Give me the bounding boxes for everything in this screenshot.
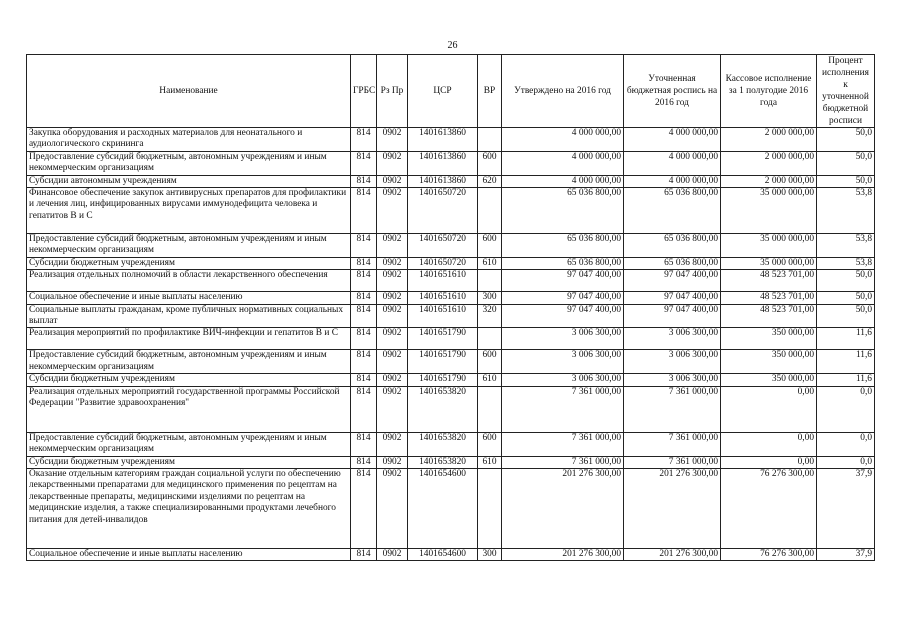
cell-csr: 1401613860 (408, 175, 478, 187)
cell-grbs: 814 (351, 175, 377, 187)
cell-approved: 65 036 800,00 (502, 234, 624, 258)
cell-grbs: 814 (351, 292, 377, 304)
page-number: 26 (447, 40, 458, 51)
cell-rz-pr: 0902 (377, 374, 408, 386)
cell-grbs: 814 (351, 350, 377, 374)
cell-rz-pr: 0902 (377, 328, 408, 350)
cell-rz-pr: 0902 (377, 350, 408, 374)
cell-csr: 1401651790 (408, 350, 478, 374)
cell-csr: 1401654600 (408, 468, 478, 548)
cell-cash: 76 276 300,00 (721, 468, 817, 548)
cell-vr: 610 (478, 374, 502, 386)
table-row (27, 128, 875, 152)
cell-rz-pr: 0902 (377, 175, 408, 187)
cell-vr (478, 270, 502, 292)
table-row (27, 151, 875, 175)
cell-approved: 7 361 000,00 (502, 456, 624, 468)
cell-cash: 48 523 701,00 (721, 292, 817, 304)
cell-specified: 65 036 800,00 (624, 257, 721, 269)
cell-csr: 1401653820 (408, 432, 478, 456)
header-approved: Утверждено на 2016 год (502, 55, 624, 128)
cell-specified: 3 006 300,00 (624, 328, 721, 350)
cell-name: Оказание отдельным категориям граждан социальной услуги по обеспечению лекарственными препаратами для медицинского применения по рецептам на лекарственные препараты, медицинскими изделиями по рецептам на медицинские изделия, а также специализированными продуктами лечебного питания для детей-инвалидов (27, 468, 351, 548)
cell-cash: 48 523 701,00 (721, 270, 817, 292)
cell-cash: 2 000 000,00 (721, 175, 817, 187)
table-row (27, 175, 875, 187)
cell-grbs: 814 (351, 304, 377, 328)
cell-approved: 97 047 400,00 (502, 304, 624, 328)
cell-specified: 201 276 300,00 (624, 468, 721, 548)
table-row (27, 548, 875, 560)
cell-name: Социальное обеспечение и иные выплаты населению (27, 292, 351, 304)
cell-approved: 3 006 300,00 (502, 374, 624, 386)
cell-vr: 300 (478, 292, 502, 304)
cell-rz-pr: 0902 (377, 456, 408, 468)
cell-specified: 4 000 000,00 (624, 151, 721, 175)
cell-name: Закупка оборудования и расходных материалов для неонатального и аудиологического скрининга (27, 128, 351, 152)
table-row (27, 386, 875, 432)
cell-name: Реализация отдельных полномочий в области лекарственного обеспечения (27, 270, 351, 292)
cell-specified: 4 000 000,00 (624, 175, 721, 187)
table-row (27, 234, 875, 258)
cell-grbs: 814 (351, 386, 377, 432)
cell-percent: 50,0 (817, 304, 875, 328)
cell-cash: 0,00 (721, 456, 817, 468)
cell-grbs: 814 (351, 270, 377, 292)
cell-approved: 3 006 300,00 (502, 328, 624, 350)
cell-csr: 1401651610 (408, 304, 478, 328)
cell-percent: 50,0 (817, 175, 875, 187)
cell-name: Реализация отдельных мероприятий государственной программы Российской Федерации "Развитие здравоохранения" (27, 386, 351, 432)
cell-percent: 50,0 (817, 151, 875, 175)
cell-rz-pr: 0902 (377, 292, 408, 304)
header-name: Наименование (27, 55, 351, 128)
cell-vr: 600 (478, 151, 502, 175)
cell-vr: 610 (478, 257, 502, 269)
cell-percent: 0,0 (817, 432, 875, 456)
cell-percent: 0,0 (817, 456, 875, 468)
cell-csr: 1401651790 (408, 374, 478, 386)
cell-csr: 1401650720 (408, 188, 478, 234)
cell-approved: 7 361 000,00 (502, 386, 624, 432)
table-row (27, 257, 875, 269)
cell-percent: 53,8 (817, 257, 875, 269)
cell-csr: 1401613860 (408, 151, 478, 175)
cell-rz-pr: 0902 (377, 188, 408, 234)
cell-specified: 65 036 800,00 (624, 234, 721, 258)
cell-csr: 1401651610 (408, 270, 478, 292)
cell-grbs: 814 (351, 456, 377, 468)
cell-rz-pr: 0902 (377, 234, 408, 258)
cell-approved: 65 036 800,00 (502, 257, 624, 269)
cell-rz-pr: 0902 (377, 386, 408, 432)
cell-rz-pr: 0902 (377, 304, 408, 328)
cell-vr: 600 (478, 234, 502, 258)
header-grbs: ГРБС (351, 55, 377, 128)
cell-vr (478, 386, 502, 432)
cell-cash: 48 523 701,00 (721, 304, 817, 328)
header-csr: ЦСР (408, 55, 478, 128)
cell-cash: 350 000,00 (721, 350, 817, 374)
cell-rz-pr: 0902 (377, 432, 408, 456)
cell-approved: 3 006 300,00 (502, 350, 624, 374)
cell-specified: 4 000 000,00 (624, 128, 721, 152)
cell-specified: 97 047 400,00 (624, 292, 721, 304)
cell-approved: 7 361 000,00 (502, 432, 624, 456)
cell-name: Субсидии бюджетным учреждениям (27, 456, 351, 468)
cell-specified: 65 036 800,00 (624, 188, 721, 234)
cell-vr (478, 468, 502, 548)
cell-csr: 1401650720 (408, 257, 478, 269)
cell-rz-pr: 0902 (377, 548, 408, 560)
cell-cash: 35 000 000,00 (721, 234, 817, 258)
cell-specified: 201 276 300,00 (624, 548, 721, 560)
cell-rz-pr: 0902 (377, 270, 408, 292)
cell-grbs: 814 (351, 432, 377, 456)
cell-percent: 11,6 (817, 350, 875, 374)
cell-specified: 3 006 300,00 (624, 350, 721, 374)
cell-vr: 300 (478, 548, 502, 560)
cell-name: Социальное обеспечение и иные выплаты населению (27, 548, 351, 560)
table-row (27, 304, 875, 328)
cell-cash: 350 000,00 (721, 328, 817, 350)
cell-percent: 50,0 (817, 270, 875, 292)
cell-cash: 0,00 (721, 432, 817, 456)
cell-grbs: 814 (351, 328, 377, 350)
cell-percent: 50,0 (817, 128, 875, 152)
cell-percent: 53,8 (817, 188, 875, 234)
cell-rz-pr: 0902 (377, 257, 408, 269)
cell-approved: 201 276 300,00 (502, 468, 624, 548)
cell-percent: 53,8 (817, 234, 875, 258)
cell-cash: 0,00 (721, 386, 817, 432)
cell-specified: 97 047 400,00 (624, 304, 721, 328)
table-row (27, 292, 875, 304)
cell-name: Субсидии автономным учреждениям (27, 175, 351, 187)
header-specified: Уточненная бюджетная роспись на 2016 год (624, 55, 721, 128)
cell-vr: 610 (478, 456, 502, 468)
cell-name: Финансовое обеспечение закупок антивирусных препаратов для профилактики и лечения лиц, инфицированных вирусами иммунодефицита человека и гепатитов В и С (27, 188, 351, 234)
cell-cash: 2 000 000,00 (721, 128, 817, 152)
cell-name: Социальные выплаты гражданам, кроме публичных нормативных социальных выплат (27, 304, 351, 328)
header-vr: ВР (478, 55, 502, 128)
cell-percent: 37,9 (817, 468, 875, 548)
table-row (27, 188, 875, 234)
cell-csr: 1401650720 (408, 234, 478, 258)
header-percent: Процент исполнения к уточненной бюджетной росписи (817, 55, 875, 128)
cell-rz-pr: 0902 (377, 151, 408, 175)
cell-specified: 7 361 000,00 (624, 456, 721, 468)
cell-name: Предоставление субсидий бюджетным, автономным учреждениям и иным некоммерческим организациям (27, 234, 351, 258)
cell-percent: 11,6 (817, 374, 875, 386)
cell-approved: 97 047 400,00 (502, 270, 624, 292)
cell-vr: 600 (478, 350, 502, 374)
cell-approved: 4 000 000,00 (502, 128, 624, 152)
budget-table (26, 54, 875, 561)
table-row (27, 328, 875, 350)
cell-cash: 76 276 300,00 (721, 548, 817, 560)
cell-approved: 97 047 400,00 (502, 292, 624, 304)
cell-cash: 35 000 000,00 (721, 188, 817, 234)
cell-approved: 4 000 000,00 (502, 151, 624, 175)
table-row (27, 374, 875, 386)
cell-percent: 50,0 (817, 292, 875, 304)
cell-approved: 4 000 000,00 (502, 175, 624, 187)
cell-vr: 620 (478, 175, 502, 187)
cell-grbs: 814 (351, 234, 377, 258)
cell-percent: 11,6 (817, 328, 875, 350)
cell-vr (478, 328, 502, 350)
cell-grbs: 814 (351, 188, 377, 234)
cell-specified: 3 006 300,00 (624, 374, 721, 386)
cell-csr: 1401613860 (408, 128, 478, 152)
cell-approved: 65 036 800,00 (502, 188, 624, 234)
cell-name: Предоставление субсидий бюджетным, автономным учреждениям и иным некоммерческим организациям (27, 350, 351, 374)
cell-specified: 97 047 400,00 (624, 270, 721, 292)
header-rz-pr: Рз Пр (377, 55, 408, 128)
table-row (27, 270, 875, 292)
cell-percent: 0,0 (817, 386, 875, 432)
cell-name: Субсидии бюджетным учреждениям (27, 374, 351, 386)
table-row (27, 432, 875, 456)
cell-cash: 350 000,00 (721, 374, 817, 386)
cell-name: Предоставление субсидий бюджетным, автономным учреждениям и иным некоммерческим организациям (27, 151, 351, 175)
cell-grbs: 814 (351, 151, 377, 175)
cell-cash: 2 000 000,00 (721, 151, 817, 175)
table-row (27, 456, 875, 468)
table-row (27, 468, 875, 548)
cell-csr: 1401651790 (408, 328, 478, 350)
table-body (27, 128, 875, 561)
cell-rz-pr: 0902 (377, 468, 408, 548)
cell-vr (478, 128, 502, 152)
cell-csr: 1401653820 (408, 386, 478, 432)
header-cash: Кассовое исполнение за 1 полугодие 2016 года (721, 55, 817, 128)
cell-grbs: 814 (351, 548, 377, 560)
cell-vr: 600 (478, 432, 502, 456)
cell-cash: 35 000 000,00 (721, 257, 817, 269)
cell-name: Субсидии бюджетным учреждениям (27, 257, 351, 269)
cell-csr: 1401651610 (408, 292, 478, 304)
cell-grbs: 814 (351, 374, 377, 386)
table-row (27, 350, 875, 374)
cell-csr: 1401654600 (408, 548, 478, 560)
cell-csr: 1401653820 (408, 456, 478, 468)
cell-vr: 320 (478, 304, 502, 328)
cell-percent: 37,9 (817, 548, 875, 560)
cell-approved: 201 276 300,00 (502, 548, 624, 560)
cell-name: Реализация мероприятий по профилактике ВИЧ-инфекции и гепатитов В и С (27, 328, 351, 350)
cell-grbs: 814 (351, 257, 377, 269)
cell-grbs: 814 (351, 128, 377, 152)
cell-grbs: 814 (351, 468, 377, 548)
cell-name: Предоставление субсидий бюджетным, автономным учреждениям и иным некоммерческим организациям (27, 432, 351, 456)
table-header-row (27, 55, 875, 128)
cell-rz-pr: 0902 (377, 128, 408, 152)
cell-specified: 7 361 000,00 (624, 386, 721, 432)
cell-specified: 7 361 000,00 (624, 432, 721, 456)
cell-vr (478, 188, 502, 234)
